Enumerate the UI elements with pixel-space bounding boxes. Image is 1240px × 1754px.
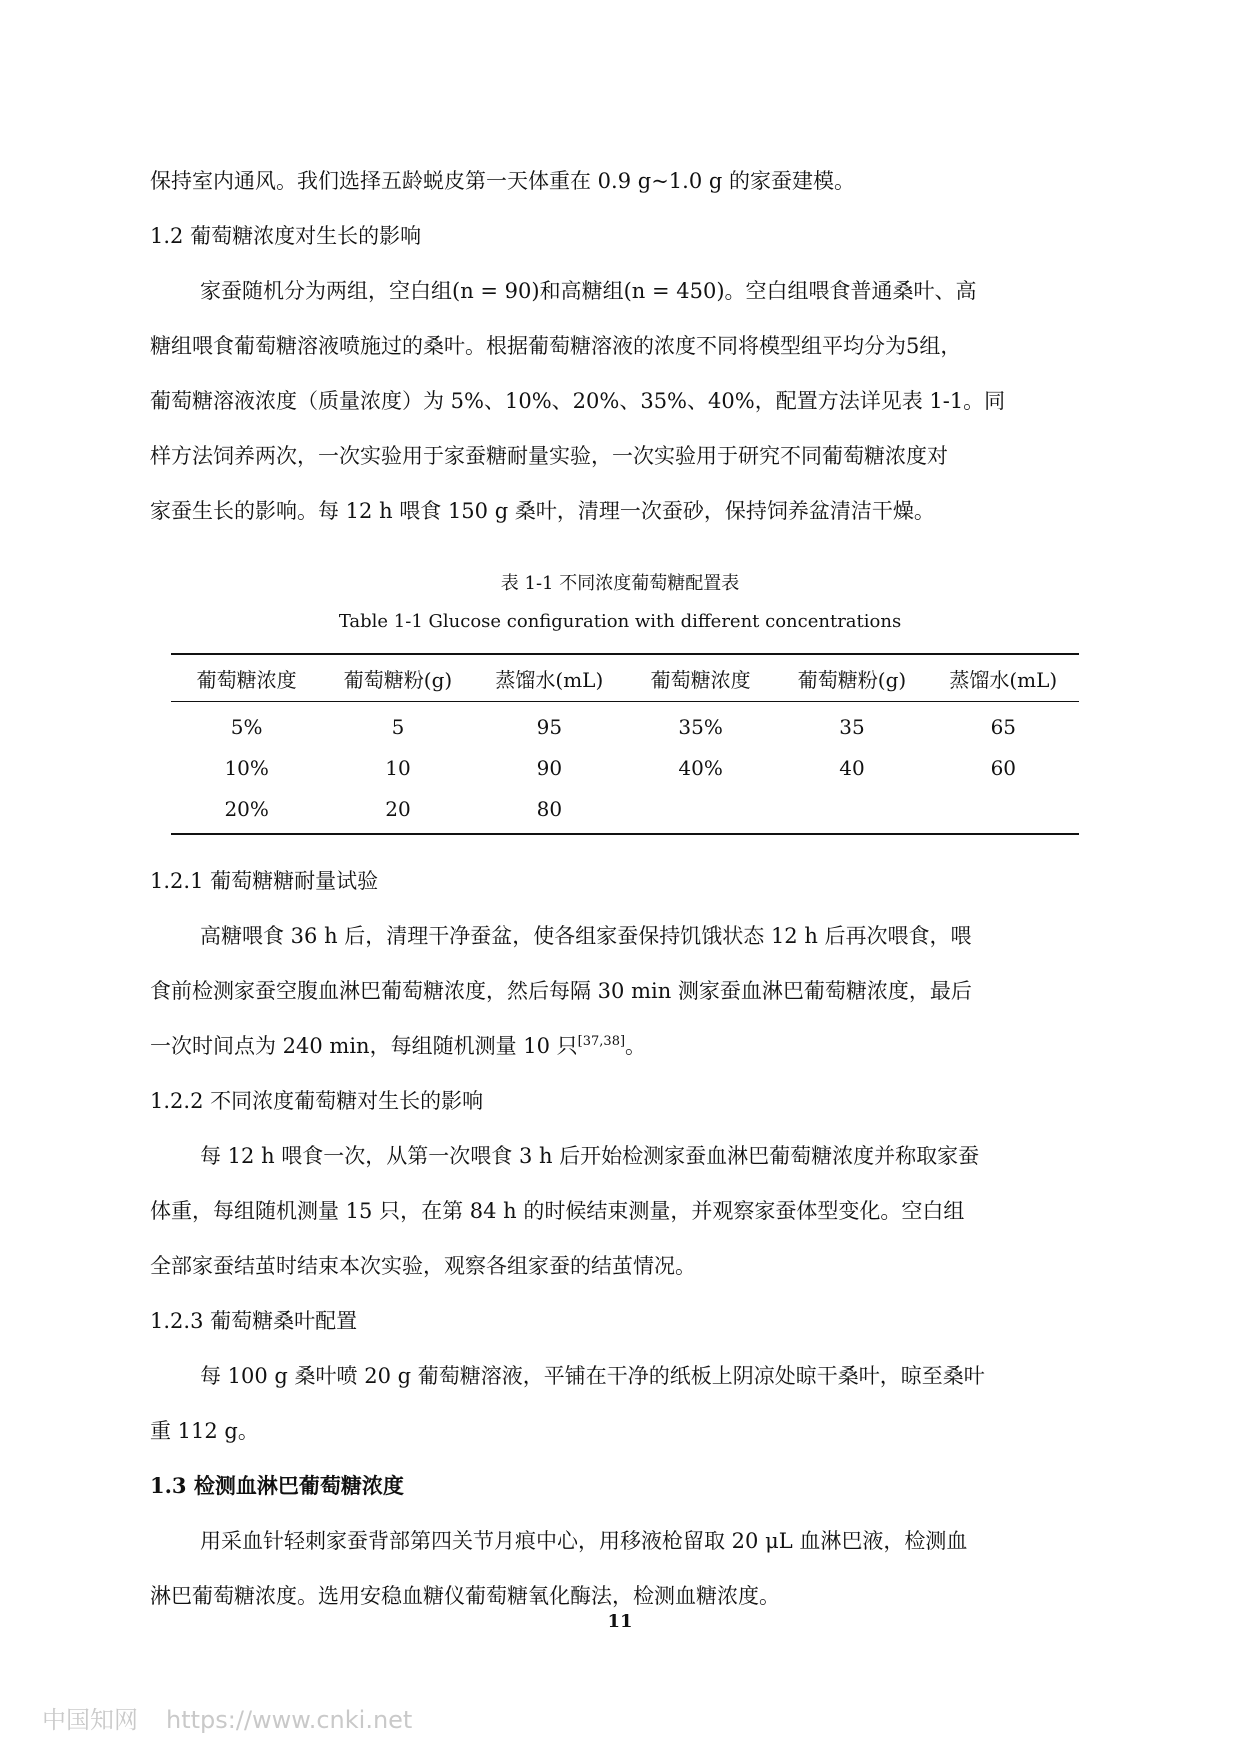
table-cell: 10: [385, 755, 411, 780]
table-cell: 65: [990, 714, 1017, 739]
table-cell: 40: [839, 755, 865, 780]
cnki-watermark: [42, 1700, 440, 1735]
paragraph-line: 食前检测家蚕空腹血淋巴葡萄糖浓度，然后每隔 30 min 测家蚕血淋巴葡萄糖浓度，最后: [150, 979, 972, 1003]
table-cell: 10%: [224, 755, 269, 780]
table-cell: 90: [536, 755, 563, 780]
table-cell: 95: [536, 714, 563, 739]
section-heading-1-2: 1.2 葡萄糖浓度对生长的影响: [150, 224, 422, 248]
section-heading-1-2-3: 1.2.3 葡萄糖桑叶配置: [150, 1309, 358, 1333]
table-cell: 40%: [678, 755, 723, 780]
section-heading-1-2-1: 1.2.1 葡萄糖糖耐量试验: [150, 869, 379, 893]
table-caption-en: Table 1-1 Glucose configuration with different concentrations: [338, 611, 902, 632]
paragraph-line: 保持室内通风。我们选择五龄蜕皮第一天体重在 0.9 g~1.0 g 的家蚕建模。: [150, 169, 855, 193]
paragraph-line: 高糖喂食 36 h 后，清理干净蚕盆，使各组家蚕保持饥饿状态 12 h 后再次喂食，喂: [200, 924, 972, 948]
table-header-cell: 蒸馏水(mL): [949, 667, 1058, 692]
paragraph-line: 用采血针轻刺家蚕背部第四关节月痕中心，用移液枪留取 20 μL 血淋巴液，检测血: [200, 1529, 968, 1553]
paragraph-line: 每 100 g 桑叶喷 20 g 葡萄糖溶液，平铺在干净的纸板上阴凉处晾干桑叶，晾至桑叶: [200, 1364, 985, 1388]
paragraph-line: 家蚕生长的影响。每 12 h 喂食 150 g 桑叶，清理一次蚕砂，保持饲养盆清洁干燥。: [150, 499, 935, 523]
table-header-cell: 葡萄糖粉(g): [343, 667, 453, 692]
section-heading-1-3: 1.3 检测血淋巴葡萄糖浓度: [150, 1473, 404, 1498]
table-header-cell: 葡萄糖浓度: [650, 667, 751, 692]
paragraph-line: 重 112 g。: [150, 1419, 259, 1443]
paragraph-line: 体重，每组随机测量 15 只，在第 84 h 的时候结束测量，并观察家蚕体型变化。空白组: [150, 1199, 965, 1223]
table-cell: 80: [536, 796, 563, 821]
citation: [37,38]: [577, 1034, 626, 1049]
paragraph-line: 每 12 h 喂食一次，从第一次喂食 3 h 后开始检测家蚕血淋巴葡萄糖浓度并称取家蚕: [200, 1144, 980, 1168]
table-cell: 20: [385, 796, 411, 821]
paragraph-line: 样方法饲养两次，一次实验用于家蚕糖耐量实验，一次实验用于研究不同葡萄糖浓度对: [150, 444, 948, 468]
section-heading-1-2-2: 1.2.2 不同浓度葡萄糖对生长的影响: [150, 1089, 484, 1113]
watermark-url: https://www.cnki.net: [166, 1706, 413, 1734]
paragraph-line: 葡萄糖溶液浓度（质量浓度）为 5%、10%、20%、35%、40%，配置方法详见表 1-1。同: [150, 389, 1006, 413]
table-caption-cn: 表 1-1 不同浓度葡萄糖配置表: [500, 573, 740, 594]
page-number: 11: [607, 1611, 633, 1632]
table-cell: 60: [990, 755, 1017, 780]
table-row: [171, 788, 1079, 829]
watermark-brand: 中国知网: [42, 1706, 138, 1734]
table-header-cell: 葡萄糖粉(g): [797, 667, 907, 692]
paragraph-text: 一次时间点为 240 min，每组随机测量 10 只: [150, 1034, 578, 1058]
paragraph-line: 糖组喂食葡萄糖溶液喷施过的桑叶。根据葡萄糖溶液的浓度不同将模型组平均分为5组，: [150, 334, 962, 358]
paragraph-line: 家蚕随机分为两组，空白组(n = 90)和高糖组(n = 450)。空白组喂食普通桑叶、高: [200, 279, 977, 303]
table-header-row: [171, 655, 1079, 702]
table-row: [171, 706, 1079, 747]
paragraph-line: 全部家蚕结茧时结束本次实验，观察各组家蚕的结茧情况。: [150, 1254, 696, 1278]
table-cell: 35: [839, 714, 865, 739]
table-header-cell: 蒸馏水(mL): [495, 667, 604, 692]
table-header-cell: 葡萄糖浓度: [196, 667, 297, 692]
table-cell: 35%: [678, 714, 723, 739]
table-cell: 20%: [224, 796, 269, 821]
table-row: [171, 747, 1079, 788]
table-cell: 5%: [230, 714, 263, 739]
table-cell: 5: [391, 714, 405, 739]
paragraph-line: [150, 1031, 646, 1061]
glucose-config-table: [171, 653, 1079, 835]
paragraph-text: 。: [625, 1034, 647, 1058]
paragraph-line: 淋巴葡萄糖浓度。选用安稳血糖仪葡萄糖氧化酶法，检测血糖浓度。: [150, 1584, 780, 1608]
